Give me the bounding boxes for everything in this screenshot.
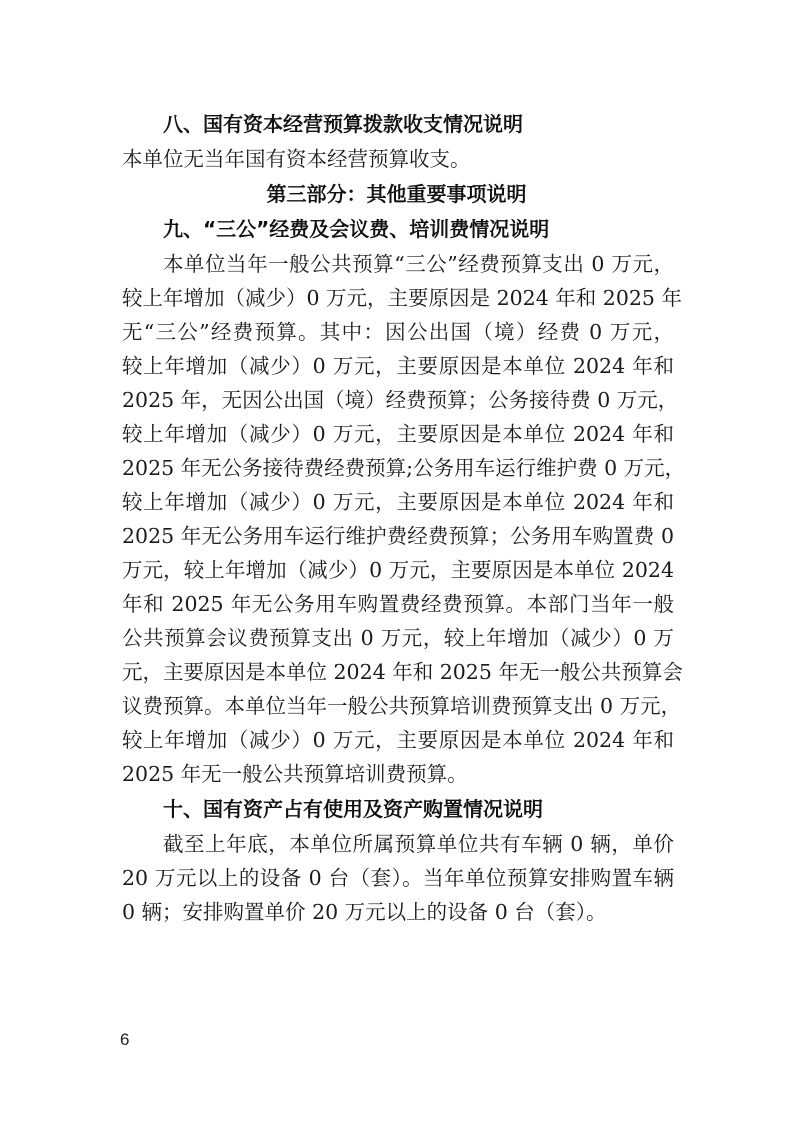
section-nine-line: 较上年增加（减少）0 万元，主要原因是本单位 2024 年和 (122, 728, 674, 752)
section-ten-line: 截至上年底，本单位所属预算单位共有车辆 0 辆，单价 (163, 832, 674, 856)
section-nine-line: 本单位当年一般公共预算“三公”经费预算支出 0 万元， (163, 252, 674, 276)
section-nine-line: 2025 年，无因公出国（境）经费预算；公务接待费 0 万元， (122, 388, 679, 412)
section-ten-line: 0 辆；安排购置单价 20 万元以上的设备 0 台（套）。 (122, 900, 607, 924)
page-number: 6 (120, 1030, 130, 1049)
section-nine-line: 较上年增加（减少）0 万元，主要原因是本单位 2024 年和 (122, 354, 674, 378)
section-nine-line: 2025 年无公务用车运行维护费经费预算；公务用车购置费 0 (122, 524, 674, 548)
section-nine-line: 公共预算会议费预算支出 0 万元，较上年增加（减少）0 万 (122, 626, 674, 650)
section-nine-line: 万元，较上年增加（减少）0 万元，主要原因是本单位 2024 (122, 558, 674, 582)
section-nine-line: 较上年增加（减少）0 万元，主要原因是本单位 2024 年和 (122, 422, 674, 446)
part-three-title: 第三部分：其他重要事项说明 (266, 182, 527, 206)
section-nine-heading: 九、“三公”经费及会议费、培训费情况说明 (163, 217, 550, 241)
section-ten-line: 20 万元以上的设备 0 台（套）。当年单位预算安排购置车辆 (122, 866, 674, 890)
section-nine-line: 较上年增加（减少）0 万元，主要原因是本单位 2024 年和 (122, 490, 674, 514)
section-nine-line: 较上年增加（减少）0 万元，主要原因是 2024 年和 2025 年 (122, 286, 682, 310)
section-nine-line: 议费预算。本单位当年一般公共预算培训费预算支出 0 万元， (122, 694, 682, 718)
section-nine-line: 2025 年无公务接待费经费预算;公务用车运行维护费 0 万元， (122, 456, 686, 480)
section-nine-line: 年和 2025 年无公务用车购置费经费预算。本部门当年一般 (122, 592, 674, 616)
section-ten-heading: 十、国有资产占有使用及资产购置情况说明 (163, 797, 543, 821)
section-nine-line: 2025 年无一般公共预算培训费预算。 (122, 762, 468, 786)
section-nine-line: 元，主要原因是本单位 2024 年和 2025 年无一般公共预算会 (122, 660, 683, 684)
section-nine-line: 无“三公”经费预算。其中：因公出国（境）经费 0 万元， (122, 320, 674, 344)
section-eight-body: 本单位无当年国有资本经营预算收支。 (122, 147, 471, 171)
section-eight-heading: 八、国有资本经营预算拨款收支情况说明 (163, 112, 523, 136)
